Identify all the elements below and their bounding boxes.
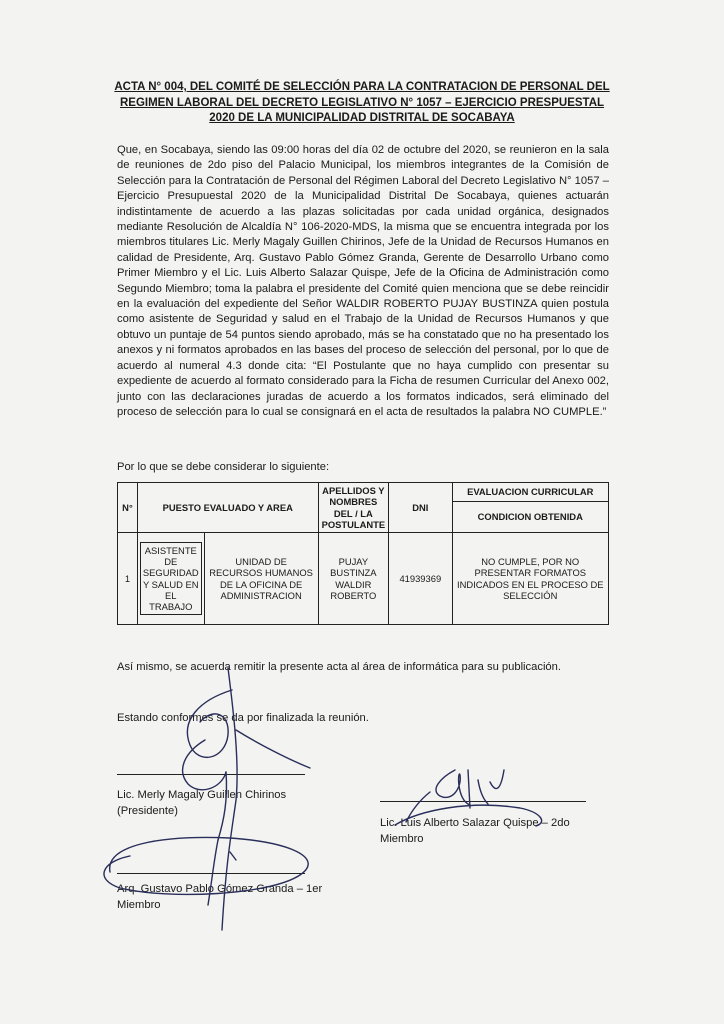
cell-apellidos: PUJAY BUSTINZA WALDIR ROBERTO (318, 533, 389, 625)
cell-puesto-text: ASISTENTE DE SEGURIDAD Y SALUD EN EL TRABAJO (140, 542, 202, 615)
header-dni: DNI (389, 483, 452, 533)
table-header-row (118, 483, 609, 502)
header-evaluacion: EVALUACION CURRICULAR (452, 483, 608, 502)
cell-puesto (137, 533, 204, 625)
cell-num: 1 (118, 533, 138, 625)
first-member-name: Arq. Gustavo Pablo Gómez Granda – 1er (117, 883, 323, 895)
president-signature-line (117, 774, 305, 775)
header-condicion: CONDICION OBTENIDA (452, 502, 608, 533)
president-role: (Presidente) (117, 805, 178, 817)
header-num: N° (118, 483, 138, 533)
body-paragraph-3: Así mismo, se acuerda remitir la presente acta al área de informática para su publicación. (117, 661, 561, 673)
second-member-signature-line (380, 801, 586, 802)
table-row (118, 533, 609, 625)
header-apellidos: APELLIDOS Y NOMBRES DEL / LA POSTULANTE (318, 483, 389, 533)
body-paragraph-4: Estando conformes se da por finalizada la reunión. (117, 712, 369, 724)
second-member-role: Miembro (380, 833, 424, 845)
cell-condicion: NO CUMPLE, POR NO PRESENTAR FORMATOS INDICADOS EN EL PROCESO DE SELECCIÓN (452, 533, 608, 625)
cell-dni: 41939369 (389, 533, 452, 625)
first-member-role: Miembro (117, 899, 161, 911)
first-member-signature-line (117, 873, 305, 874)
body-paragraph-2: Por lo que se debe considerar lo siguiente: (117, 461, 330, 473)
header-puesto: PUESTO EVALUADO Y AREA (137, 483, 318, 533)
document-title: ACTA N° 004, DEL COMITÉ DE SELECCIÓN PARA LA CONTRATACION DE PERSONAL DEL REGIMEN LABORAL DEL DECRETO LEGISLATIVO N° 1057 – EJERCICIO PRESPUESTAL 2020 DE LA MUNICIPALIDAD DISTRITAL DE SOCABAYA (114, 81, 610, 124)
president-name: Lic. Merly Magaly Guillen Chirinos (117, 789, 287, 801)
body-paragraph-1: Que, en Socabaya, siendo las 09:00 horas del día 02 de octubre del 2020, se reunieron en la sala de reuniones de 2do piso del Palacio Municipal, los miembros integrantes de la Comisión de Selección para la Contratación de Personal del Régimen Laboral del Decreto Legislativo N° 1057 – Ejercicio Presupuestal 2020 de la Municipalidad Distrital De Socabaya, quienes actuarán indistintamente de acuerdo a las plazas solicitadas por cada unidad orgánica, designados mediante Resolución de Alcaldía N° 106-2020-MDS, la misma que se encuentra integrada por los miembros titulares Lic. Merly Magaly Guillen Chirinos, Jefe de la Unidad de Recursos Humanos en calidad de Presidente, Arq. Gustavo Pablo Gómez Granda, Gerente de Desarrollo Urbano como Primer Miembro y el Lic. Luis Alberto Salazar Quispe, Jefe de la Oficina de Administración como Segundo Miembro; toma la palabra el presidente del Comité quien menciona que se debe reincidir en la evaluación del expediente del Señor WALDIR ROBERTO PUJAY BUSTINZA quien postula como asistente de Seguridad y salud en el Trabajo de la Unidad de Recursos Humanos y que obtuvo un puntaje de 54 puntos siendo aprobado, más se ha constatado que no ha presentado los anexos y ni formatos aprobados en las bases del proceso de selección del personal, por lo que de acuerdo al numeral 4.3 donde cita: “El Postulante que no haya cumplido con presentar su expediente de acuerdo al formato considerado para la Ficha de resumen Curricular del Anexo 002, junto con las declaraciones juradas de acuerdo a los formatos indicados, será eliminado del proceso de selección para lo cual se consignará en el acta de resultados la palabra NO CUMPLE.” (117, 144, 609, 418)
evaluation-table (117, 482, 609, 625)
second-member-name: Lic. Luis Alberto Salazar Quispe – 2do (380, 817, 570, 829)
cell-area: UNIDAD DE RECURSOS HUMANOS DE LA OFICINA DE ADMINISTRACION (204, 533, 318, 625)
